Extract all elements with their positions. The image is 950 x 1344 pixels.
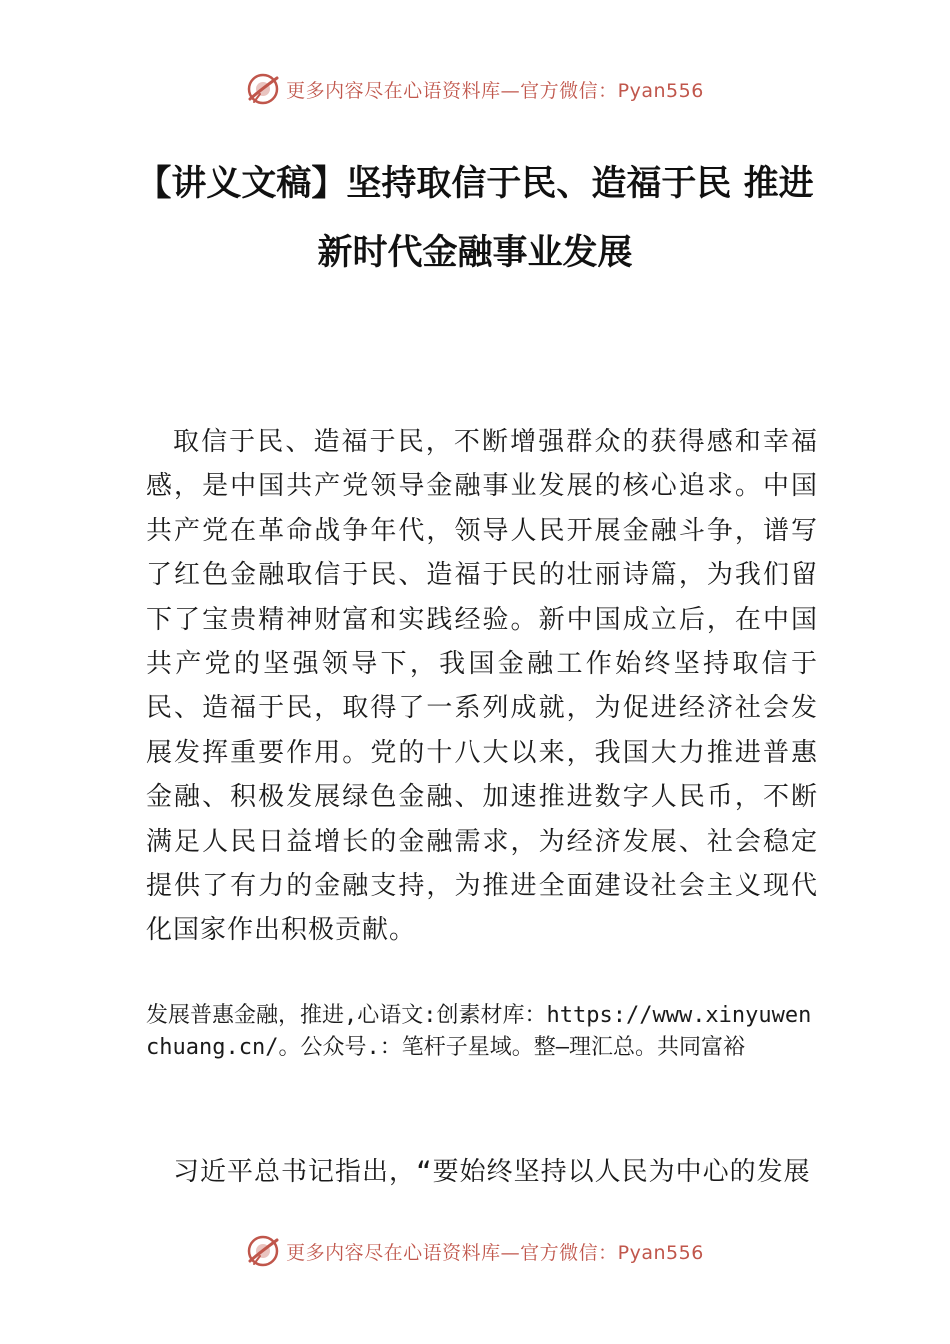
header-watermark — [0, 72, 950, 106]
watermark-wechat-id: Pyan556 — [617, 1241, 704, 1264]
footer-watermark — [0, 1234, 950, 1268]
watermark-logo-icon — [246, 72, 280, 106]
watermark-text — [286, 76, 704, 103]
watermark-caption: 更多内容尽在心语资料库—官方微信： — [286, 1241, 618, 1264]
watermark-text — [286, 1238, 704, 1265]
watermark-caption: 更多内容尽在心语资料库—官方微信： — [286, 79, 618, 102]
body-paragraph-1: 取信于民、造福于民，不断增强群众的获得感和幸福感，是中国共产党领导金融事业发展的核心追求。中国共产党在革命战争年代，领导人民开展金融斗争，谱写了红色金融取信于民、造福于民的壮丽诗篇，为我们留下了宝贵精神财富和实践经验。新中国成立后，在中国共产党的坚强领导下，我国金融工作始终坚持取信于民、造福于民，取得了一系列成就，为促进经济社会发展发挥重要作用。党的十八大以来，我国大力推进普惠金融、积极发展绿色金融、加速推进数字人民币，不断满足人民日益增长的金融需求，为经济发展、社会稳定提供了有力的金融支持，为推进全面建设社会主义现代化国家作出积极贡献。 — [146, 427, 818, 946]
watermark-wechat-id: Pyan556 — [617, 79, 704, 102]
source-note: 发展普惠金融，推进,心语文:创素材库：https://www.xinyuwenchuang.cn/。公众号.：笔杆子星域。整—理汇总。共同富裕 — [146, 1003, 812, 1060]
body-paragraph-2: 习近平总书记指出，“要始终坚持以人民为中心的发展 — [173, 1157, 811, 1187]
document-title: 【讲义文稿】坚持取信于民、造福于民 推进新时代金融事业发展 — [136, 164, 814, 273]
watermark-logo-icon — [246, 1234, 280, 1268]
